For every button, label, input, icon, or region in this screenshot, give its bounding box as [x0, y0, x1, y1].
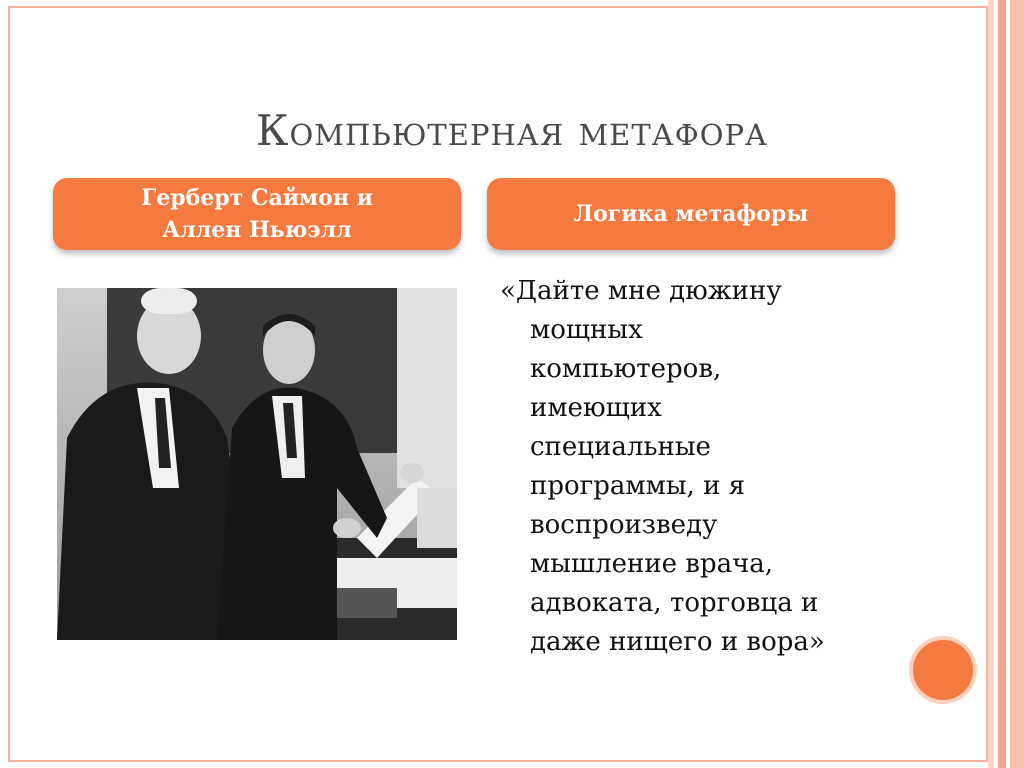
- slide-title: Компьютерная метафора: [256, 106, 768, 155]
- quote-line: адвоката, торговца и: [530, 588, 819, 618]
- quote-line: даже нищего и вора»: [530, 627, 825, 657]
- people-label: Герберт Саймон и Аллен Ньюэлл: [141, 185, 373, 243]
- quote-line: компьютеров,: [530, 354, 722, 384]
- quote-line: специальные: [530, 432, 711, 462]
- quote-line: мощных: [530, 315, 643, 345]
- quote-line: имеющих: [530, 393, 662, 423]
- quote-text: [500, 272, 900, 662]
- quote-line: воспроизведу: [530, 510, 718, 540]
- logic-label-box: [487, 178, 895, 250]
- people-label-box: [53, 178, 461, 250]
- logic-label: Логика метафоры: [573, 201, 809, 227]
- quote-line: программы, и я: [530, 471, 746, 501]
- quote-line: «Дайте мне дюжину: [500, 276, 782, 306]
- decorative-circle: [913, 640, 973, 700]
- quote-line: мышление врача,: [530, 549, 774, 579]
- photo-simon-newell: [57, 288, 457, 640]
